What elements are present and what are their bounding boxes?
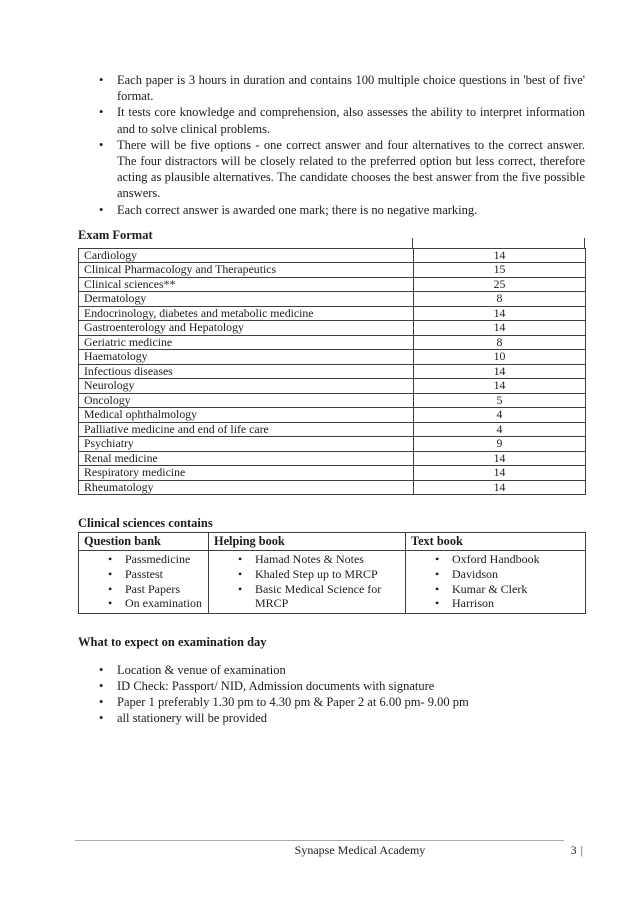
subject-cell: Cardiology bbox=[79, 248, 414, 263]
list-item: • Kumar & Clerk bbox=[406, 582, 582, 597]
exam-format-table-wrap bbox=[78, 248, 585, 496]
count-cell: 14 bbox=[414, 306, 586, 321]
list-item: • Basic Medical Science for MRCP bbox=[209, 582, 402, 611]
exam-day-bullet-list bbox=[78, 662, 585, 727]
table-body-row bbox=[79, 551, 586, 613]
clinical-sciences-table bbox=[78, 532, 586, 613]
table-row bbox=[79, 263, 586, 278]
subject-cell: Neurology bbox=[79, 379, 414, 394]
table-row bbox=[79, 422, 586, 437]
list-item: • There will be five options - one correct answer and four alternatives to the correct answer. The four distractors will be closely related to the preferred option but less correct, therefore acting as plausible alternatives. The candidate chooses the best answer from the five possible answers. bbox=[78, 137, 585, 202]
count-cell: 4 bbox=[414, 422, 586, 437]
subject-cell: Palliative medicine and end of life care bbox=[79, 422, 414, 437]
count-cell: 10 bbox=[414, 350, 586, 365]
table-row bbox=[79, 480, 586, 495]
intro-bullet-list bbox=[78, 72, 585, 218]
table-row bbox=[79, 306, 586, 321]
table-row bbox=[79, 364, 586, 379]
subject-cell: Renal medicine bbox=[79, 451, 414, 466]
subject-cell: Oncology bbox=[79, 393, 414, 408]
clinical-sciences-heading: Clinical sciences contains bbox=[78, 516, 213, 531]
count-cell: 4 bbox=[414, 408, 586, 423]
table-header-row bbox=[79, 533, 586, 551]
subject-cell: Medical ophthalmology bbox=[79, 408, 414, 423]
list-item: • It tests core knowledge and comprehension, also assesses the ability to interpret information and to solve clinical problems. bbox=[78, 104, 585, 136]
count-cell: 5 bbox=[414, 393, 586, 408]
list-item: • On examination bbox=[79, 596, 205, 611]
list-item: • all stationery will be provided bbox=[78, 710, 585, 726]
table-row bbox=[79, 408, 586, 423]
subject-cell: Clinical sciences** bbox=[79, 277, 414, 292]
page-number bbox=[571, 844, 583, 857]
count-cell: 14 bbox=[414, 451, 586, 466]
page-number-value: 3 bbox=[570, 843, 577, 857]
subject-cell: Psychiatry bbox=[79, 437, 414, 452]
exam-format-heading: Exam Format bbox=[78, 227, 153, 242]
list-item: • Oxford Handbook bbox=[406, 552, 582, 567]
table-row bbox=[79, 321, 586, 336]
count-cell: 8 bbox=[414, 335, 586, 350]
list-item: • Passtest bbox=[79, 567, 205, 582]
list-item: • Each correct answer is awarded one mark; there is no negative marking. bbox=[78, 202, 585, 218]
table-top-border-tick bbox=[412, 238, 413, 248]
table-row bbox=[79, 335, 586, 350]
count-cell: 14 bbox=[414, 321, 586, 336]
column-header-question-bank: Question bank bbox=[79, 533, 209, 551]
subject-cell: Infectious diseases bbox=[79, 364, 414, 379]
table-row bbox=[79, 437, 586, 452]
count-cell: 14 bbox=[414, 364, 586, 379]
list-item: • Khaled Step up to MRCP bbox=[209, 567, 402, 582]
column-header-text-book: Text book bbox=[406, 533, 586, 551]
list-item: • Past Papers bbox=[79, 582, 205, 597]
table-row bbox=[79, 379, 586, 394]
table-row bbox=[79, 466, 586, 481]
question-bank-list bbox=[79, 552, 205, 610]
table-row bbox=[79, 350, 586, 365]
subject-cell: Clinical Pharmacology and Therapeutics bbox=[79, 263, 414, 278]
question-bank-cell bbox=[79, 551, 209, 613]
helping-book-list bbox=[209, 552, 402, 610]
list-item: • Each paper is 3 hours in duration and contains 100 multiple choice questions in 'best of five' format. bbox=[78, 72, 585, 104]
list-item: • Davidson bbox=[406, 567, 582, 582]
footer-divider bbox=[75, 840, 564, 841]
page-footer bbox=[75, 840, 585, 864]
count-cell: 9 bbox=[414, 437, 586, 452]
list-item: • Harrison bbox=[406, 596, 582, 611]
list-item: • Passmedicine bbox=[79, 552, 205, 567]
count-cell: 14 bbox=[414, 248, 586, 263]
subject-cell: Geriatric medicine bbox=[79, 335, 414, 350]
table-top-border-tick bbox=[584, 238, 585, 248]
footer-academy-name: Synapse Medical Academy bbox=[294, 843, 426, 857]
table-row bbox=[79, 451, 586, 466]
count-cell: 14 bbox=[414, 480, 586, 495]
table-row bbox=[79, 393, 586, 408]
count-cell: 14 bbox=[414, 379, 586, 394]
text-book-cell bbox=[406, 551, 586, 613]
list-item: • Location & venue of examination bbox=[78, 662, 585, 678]
column-header-helping-book: Helping book bbox=[209, 533, 406, 551]
list-item: • Hamad Notes & Notes bbox=[209, 552, 402, 567]
subject-cell: Gastroenterology and Hepatology bbox=[79, 321, 414, 336]
count-cell: 25 bbox=[414, 277, 586, 292]
table-row bbox=[79, 248, 586, 263]
text-book-list bbox=[406, 552, 582, 610]
subject-cell: Endocrinology, diabetes and metabolic medicine bbox=[79, 306, 414, 321]
exam-format-table bbox=[78, 248, 586, 496]
subject-cell: Dermatology bbox=[79, 292, 414, 307]
count-cell: 8 bbox=[414, 292, 586, 307]
exam-day-heading: What to expect on examination day bbox=[78, 634, 267, 649]
subject-cell: Respiratory medicine bbox=[79, 466, 414, 481]
subject-cell: Haematology bbox=[79, 350, 414, 365]
subject-cell: Rheumatology bbox=[79, 480, 414, 495]
table-row bbox=[79, 277, 586, 292]
count-cell: 14 bbox=[414, 466, 586, 481]
list-item: • ID Check: Passport/ NID, Admission documents with signature bbox=[78, 678, 585, 694]
table-row bbox=[79, 292, 586, 307]
count-cell: 15 bbox=[414, 263, 586, 278]
list-item: • Paper 1 preferably 1.30 pm to 4.30 pm & Paper 2 at 6.00 pm- 9.00 pm bbox=[78, 694, 585, 710]
helping-book-cell bbox=[209, 551, 406, 613]
page-number-separator: | bbox=[580, 843, 583, 857]
